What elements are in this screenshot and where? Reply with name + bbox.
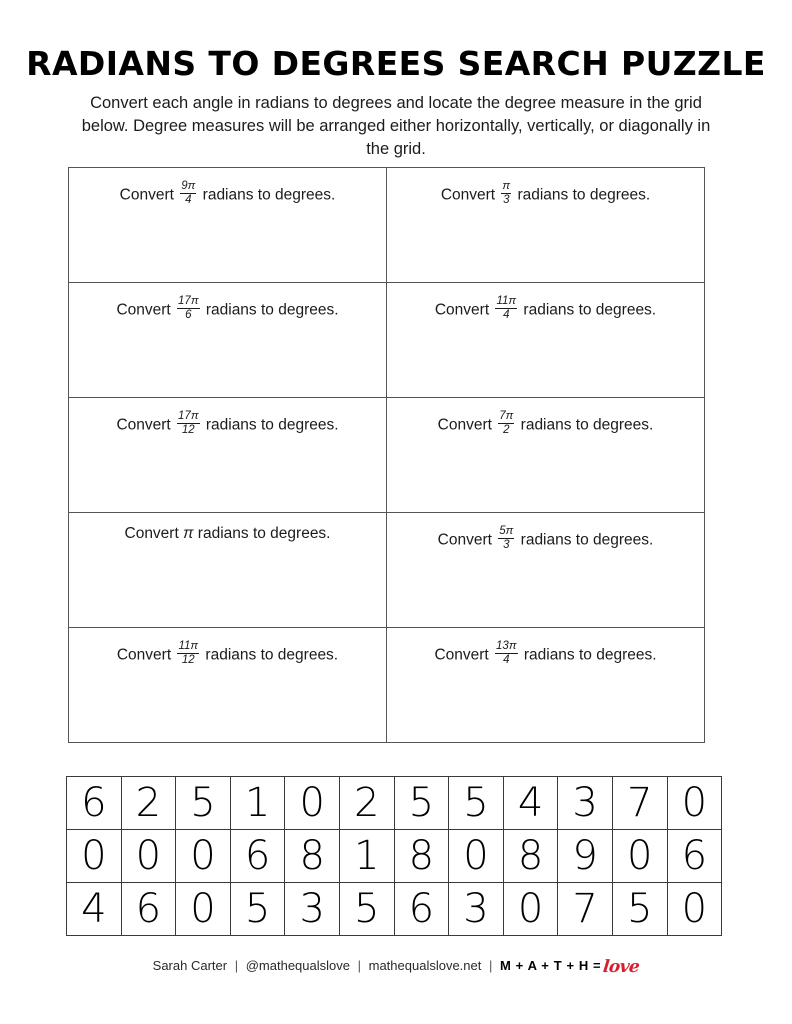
grid-cell[interactable]: 5: [394, 777, 449, 830]
problem-prefix: Convert: [440, 186, 496, 204]
problem-suffix: radians to degrees.: [523, 301, 657, 319]
problem-row: [69, 513, 705, 628]
problem-text: [69, 398, 386, 437]
grid-cell[interactable]: 8: [285, 830, 340, 883]
grid-cell[interactable]: 5: [339, 883, 394, 936]
problem-suffix: radians to degrees.: [517, 186, 651, 204]
problem-text: [387, 513, 704, 552]
problem-prefix: Convert: [437, 416, 492, 434]
grid-cell[interactable]: 5: [449, 777, 504, 830]
grid-cell[interactable]: 0: [176, 830, 231, 883]
problem-text: [387, 628, 704, 667]
fraction-denominator: 12: [181, 424, 195, 437]
problem-prefix: Convert: [119, 186, 174, 204]
problem-row: [69, 398, 705, 513]
footer-author: Sarah Carter: [152, 958, 228, 973]
footer-separator-2: |: [357, 958, 361, 973]
problem-prefix: Convert: [437, 531, 492, 549]
problem-cell[interactable]: [69, 283, 387, 398]
grid-cell[interactable]: 0: [285, 777, 340, 830]
problem-text: [387, 283, 704, 322]
problem-angle-fraction: [177, 410, 200, 436]
fraction-numerator: 9π: [181, 180, 196, 192]
grid-cell[interactable]: 9: [558, 830, 613, 883]
number-search-grid: [66, 776, 722, 936]
problem-text: [387, 168, 704, 207]
footer-logo-love: love: [602, 957, 641, 977]
problem-cell[interactable]: [69, 513, 387, 628]
problem-angle-fraction: [498, 525, 514, 551]
problem-cell[interactable]: [69, 398, 387, 513]
fraction-numerator: 13π: [496, 640, 517, 652]
problem-text: [69, 283, 386, 322]
footer-logo-math: M + A + T + H =: [500, 958, 602, 973]
instructions-text: Convert each angle in radians to degrees and locate the degree measure in the grid below. Degree measures will be arranged either horizontally, vertically, or diagonally in the grid.: [81, 94, 711, 158]
fraction-denominator: 3: [503, 539, 510, 552]
grid-cell[interactable]: 8: [394, 830, 449, 883]
problem-prefix: Convert: [116, 416, 171, 434]
problem-suffix: radians to degrees.: [205, 416, 339, 434]
grid-row: [67, 777, 722, 830]
problem-suffix: radians to degrees.: [202, 186, 336, 204]
grid-cell[interactable]: 3: [285, 883, 340, 936]
grid-cell[interactable]: 6: [394, 883, 449, 936]
grid-cell[interactable]: 0: [503, 883, 558, 936]
fraction-numerator: 11π: [496, 295, 517, 307]
grid-cell[interactable]: 0: [667, 777, 722, 830]
problem-text: [69, 513, 386, 542]
problem-prefix: Convert: [434, 646, 489, 664]
problem-text: [69, 168, 386, 207]
fraction-numerator: 5π: [499, 525, 514, 537]
fraction-denominator: 4: [185, 194, 192, 207]
fraction-denominator: 4: [503, 654, 510, 667]
problem-prefix: Convert: [124, 525, 179, 542]
fraction-denominator: 4: [503, 309, 510, 322]
problem-table: [68, 167, 705, 743]
problem-angle-value: π: [183, 525, 194, 542]
footer-separator-3: |: [489, 958, 493, 973]
grid-cell[interactable]: 5: [176, 777, 231, 830]
grid-row: [67, 830, 722, 883]
grid-cell[interactable]: 5: [612, 883, 667, 936]
grid-cell[interactable]: 5: [230, 883, 285, 936]
grid-cell[interactable]: 3: [449, 883, 504, 936]
fraction-numerator: 11π: [178, 640, 199, 652]
grid-cell[interactable]: 0: [612, 830, 667, 883]
problem-suffix: radians to degrees.: [523, 646, 657, 664]
fraction-denominator: 3: [503, 194, 510, 207]
grid-cell[interactable]: 1: [339, 830, 394, 883]
problem-angle-fraction: [177, 295, 200, 321]
grid-cell[interactable]: 4: [503, 777, 558, 830]
problem-suffix: radians to degrees.: [205, 301, 339, 319]
problem-row: [69, 628, 705, 743]
problem-cell[interactable]: [387, 168, 705, 283]
footer-handle: @mathequalslove: [245, 958, 350, 973]
footer-separator-1: |: [234, 958, 239, 973]
fraction-numerator: 7π: [499, 410, 514, 422]
fraction-denominator: 6: [185, 309, 192, 322]
page-title: RADIANS TO DEGREES SEARCH PUZZLE: [26, 44, 766, 83]
fraction-denominator: 12: [181, 654, 195, 667]
problem-suffix: radians to degrees.: [205, 646, 339, 664]
problem-angle-fraction: [498, 410, 514, 436]
fraction-denominator: 2: [503, 424, 510, 437]
problem-prefix: Convert: [116, 301, 171, 319]
problem-angle-fraction: [177, 640, 199, 666]
footer: [0, 955, 792, 975]
grid-cell[interactable]: 6: [67, 777, 122, 830]
problem-cell[interactable]: [387, 513, 705, 628]
grid-cell[interactable]: 7: [612, 777, 667, 830]
grid-cell[interactable]: 6: [667, 830, 722, 883]
problem-suffix: radians to degrees.: [520, 531, 654, 549]
grid-cell[interactable]: 1: [230, 777, 285, 830]
grid-cell[interactable]: 6: [121, 883, 176, 936]
problem-row: [69, 168, 705, 283]
grid-cell[interactable]: 0: [176, 883, 231, 936]
grid-cell[interactable]: 0: [667, 883, 722, 936]
grid-cell[interactable]: 0: [67, 830, 122, 883]
problem-cell[interactable]: [387, 283, 705, 398]
grid-cell[interactable]: 0: [121, 830, 176, 883]
grid-cell[interactable]: 2: [121, 777, 176, 830]
problem-angle-fraction: [180, 180, 196, 206]
grid-cell[interactable]: 3: [558, 777, 613, 830]
problem-suffix: radians to degrees.: [520, 416, 654, 434]
problem-angle-fraction: [495, 640, 518, 666]
grid-cell[interactable]: 4: [67, 883, 122, 936]
grid-cell[interactable]: 8: [503, 830, 558, 883]
grid-cell[interactable]: 6: [230, 830, 285, 883]
problem-prefix: Convert: [116, 646, 172, 664]
problem-text: [69, 628, 386, 667]
problem-cell[interactable]: [69, 168, 387, 283]
problem-suffix: radians to degrees.: [197, 525, 331, 542]
grid-row: [67, 883, 722, 936]
grid-cell[interactable]: 7: [558, 883, 613, 936]
fraction-numerator: 17π: [178, 295, 199, 307]
problem-angle-fraction: [495, 295, 517, 321]
problem-cell[interactable]: [387, 628, 705, 743]
problem-angle-fraction: [501, 180, 511, 206]
grid-cell[interactable]: 0: [449, 830, 504, 883]
grid-cell[interactable]: 2: [339, 777, 394, 830]
footer-website-link[interactable]: mathequalslove.net: [368, 958, 482, 973]
fraction-numerator: 17π: [178, 410, 199, 422]
problem-cell[interactable]: [69, 628, 387, 743]
problem-prefix: Convert: [434, 301, 490, 319]
problem-row: [69, 283, 705, 398]
problem-text: [387, 398, 704, 437]
fraction-numerator: π: [502, 180, 511, 192]
problem-cell[interactable]: [387, 398, 705, 513]
